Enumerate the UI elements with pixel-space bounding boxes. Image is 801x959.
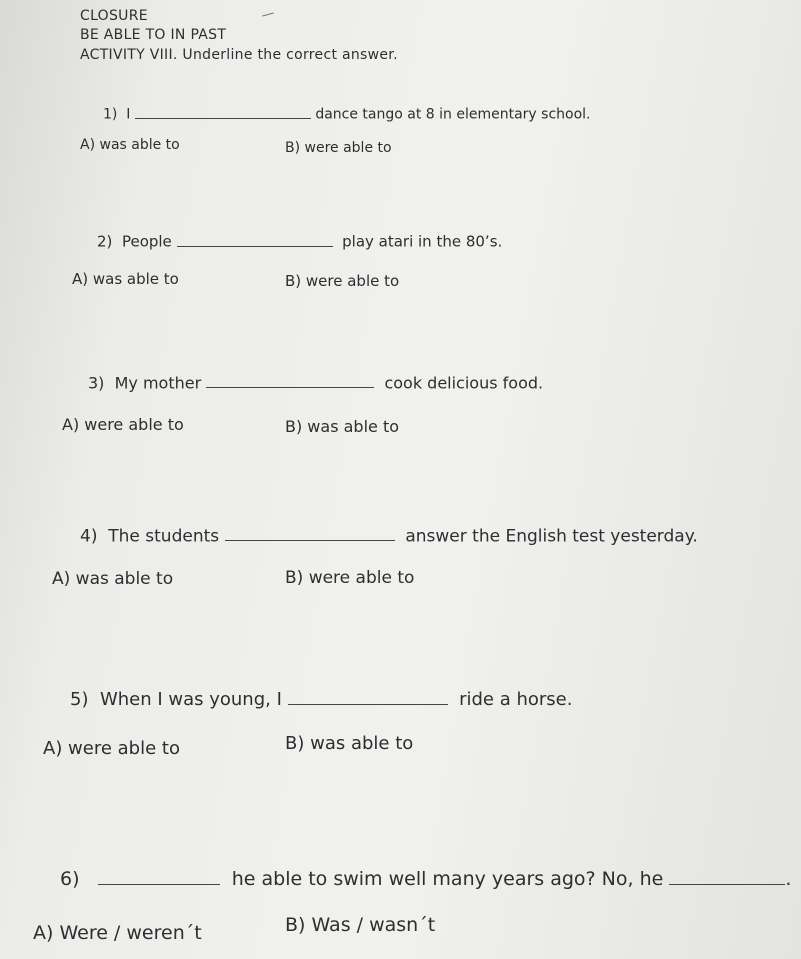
option-b[interactable]: B) Was / wasn´t: [285, 914, 436, 936]
answer-blank: [98, 867, 220, 885]
option-a[interactable]: A) were able to: [62, 415, 184, 434]
question-text-after: dance tango at 8 in elementary school.: [315, 106, 591, 123]
question-text-before: My mother: [114, 373, 202, 393]
option-b[interactable]: B) were able to: [285, 272, 400, 290]
question-text-before: When I was young, I: [99, 689, 282, 711]
question-2: [97, 232, 502, 251]
question-number: 6): [60, 868, 80, 891]
option-a[interactable]: A) was able to: [80, 137, 180, 153]
question-6: [60, 867, 791, 890]
question-3: [88, 373, 543, 392]
answer-blank: [288, 688, 448, 705]
question-5: [70, 688, 572, 710]
question-text-after: answer the English test yesterday.: [405, 526, 698, 547]
option-b[interactable]: B) was able to: [285, 417, 400, 436]
question-1: [103, 105, 591, 123]
option-a[interactable]: A) was able to: [72, 270, 179, 288]
option-a[interactable]: A) were able to: [43, 738, 180, 759]
title-closure: CLOSURE: [80, 8, 148, 24]
question-text-after: he able to swim well many years ago? No, he: [231, 868, 664, 891]
option-b[interactable]: B) were able to: [285, 140, 392, 156]
question-text-before: The students: [108, 526, 220, 547]
question-number: 5): [70, 689, 89, 711]
option-b[interactable]: B) was able to: [285, 733, 414, 754]
question-4: [80, 525, 698, 546]
question-number: 3): [88, 373, 105, 393]
answer-blank: [135, 105, 311, 119]
question-end-punct: .: [785, 868, 792, 891]
pen-mark: [262, 12, 274, 16]
answer-blank: [669, 867, 785, 885]
question-number: 1): [103, 106, 118, 123]
question-text-after: ride a horse.: [459, 689, 573, 711]
option-a[interactable]: A) was able to: [52, 569, 174, 589]
question-text-after: play atari in the 80’s.: [342, 232, 503, 251]
subtitle-topic: BE ABLE TO IN PAST: [80, 27, 227, 43]
question-text-before: I: [126, 106, 131, 123]
answer-blank: [225, 525, 395, 541]
answer-blank: [177, 232, 333, 247]
question-text-before: People: [121, 232, 172, 251]
answer-blank: [206, 373, 374, 388]
option-a[interactable]: A) Were / weren´t: [33, 922, 202, 944]
activity-instructions: ACTIVITY VIII. Underline the correct answer.: [80, 47, 398, 63]
option-b[interactable]: B) were able to: [285, 568, 415, 588]
question-text-after: cook delicious food.: [384, 373, 544, 393]
question-number: 4): [80, 526, 98, 547]
question-number: 2): [97, 232, 113, 251]
